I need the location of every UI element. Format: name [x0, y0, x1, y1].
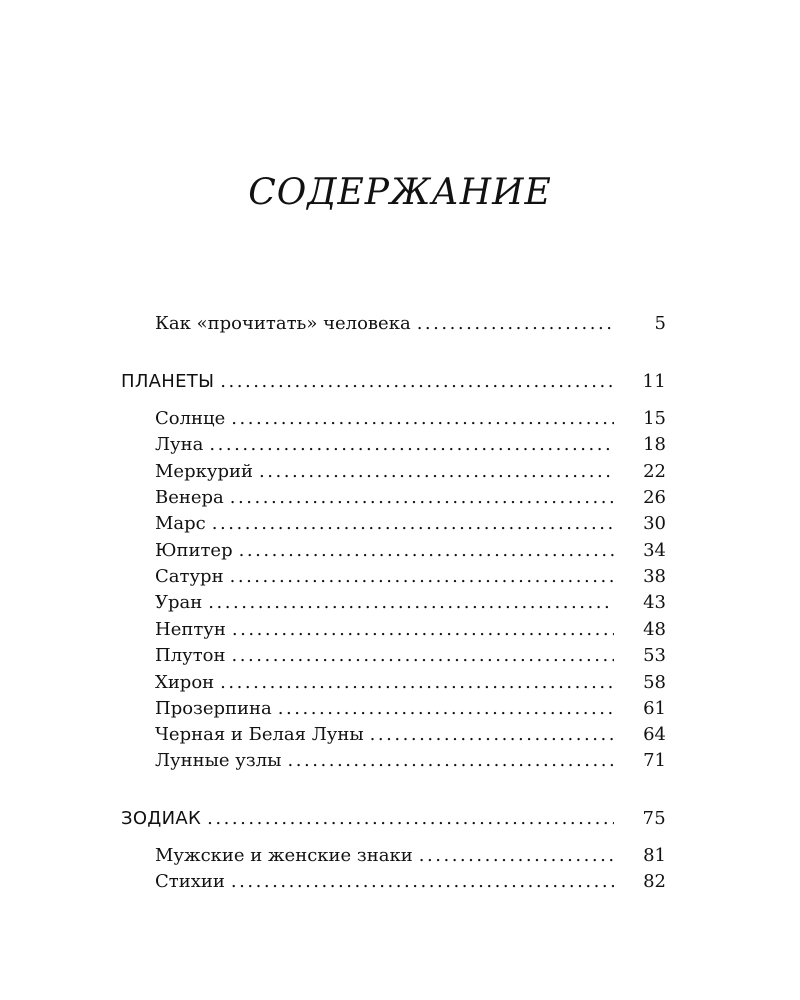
toc-entry-page: 38	[643, 566, 666, 587]
toc-entry-label: Сатурн	[155, 566, 224, 587]
page-title: СОДЕРЖАНИЕ	[248, 172, 552, 213]
dot-leader	[231, 406, 614, 432]
dot-leader	[212, 511, 614, 537]
toc-entry-page: 26	[643, 487, 666, 508]
toc-entry	[155, 406, 666, 432]
toc-entry	[155, 511, 666, 537]
dot-leader	[259, 459, 614, 485]
toc-entry	[155, 538, 666, 564]
dot-leader	[208, 590, 614, 616]
toc-entry-page: 64	[643, 724, 666, 745]
toc-entry-page: 22	[643, 461, 666, 482]
dot-leader	[370, 722, 614, 748]
toc-entry-page: 61	[643, 698, 666, 719]
toc-entry	[155, 869, 666, 895]
dot-leader	[209, 432, 614, 458]
toc-entry	[155, 843, 666, 869]
toc-entry	[155, 696, 666, 722]
dot-leader	[231, 869, 614, 895]
toc-entry	[155, 459, 666, 485]
dot-leader	[207, 806, 614, 832]
dot-leader	[232, 643, 614, 669]
toc-entry-page: 43	[643, 592, 666, 613]
toc-entry-label: Плутон	[155, 645, 226, 666]
toc-entry-label: Юпитер	[155, 540, 233, 561]
toc-section-label: ПЛАНЕТЫ	[121, 371, 215, 392]
toc-entry-label: Нептун	[155, 619, 226, 640]
toc-entry-page: 82	[643, 871, 666, 892]
toc-entry-page: 81	[643, 845, 666, 866]
toc-entry-page: 18	[643, 434, 666, 455]
toc-entry-page: 15	[643, 408, 666, 429]
toc-entry-label: Хирон	[155, 672, 215, 693]
toc-entry-page: 71	[643, 750, 666, 771]
toc-entry-page: 5	[654, 313, 666, 334]
dot-leader	[220, 670, 614, 696]
dot-leader	[230, 485, 614, 511]
toc-section-planets	[121, 369, 666, 395]
toc-entry	[155, 617, 666, 643]
toc-entry-page: 48	[643, 619, 666, 640]
toc-section-zodiac	[121, 806, 666, 832]
toc-entry-label: Уран	[155, 592, 203, 613]
toc-entry-label: Солнце	[155, 408, 226, 429]
toc-entry	[155, 643, 666, 669]
toc-entry-label: Черная и Белая Луны	[155, 724, 364, 745]
toc-section-page: 11	[642, 371, 666, 392]
toc-entry	[155, 748, 666, 774]
toc-entry-label: Венера	[155, 487, 224, 508]
toc-entry	[155, 590, 666, 616]
toc-entry	[155, 722, 666, 748]
toc-section-label: ЗОДИАК	[121, 808, 202, 829]
toc-entry-page: 53	[643, 645, 666, 666]
toc-entry-label: Прозерпина	[155, 698, 272, 719]
dot-leader	[230, 564, 614, 590]
dot-leader	[419, 843, 614, 869]
dot-leader	[417, 311, 614, 337]
toc-entry-label: Лунные узлы	[155, 750, 282, 771]
toc-entry	[155, 432, 666, 458]
toc-entry-label: Стихии	[155, 871, 225, 892]
toc-entry-label: Как «прочитать» человека	[155, 313, 411, 334]
toc-entry-label: Луна	[155, 434, 204, 455]
toc-entry-page: 58	[643, 672, 666, 693]
toc-entry	[155, 670, 666, 696]
dot-leader	[220, 369, 614, 395]
dot-leader	[232, 617, 614, 643]
toc-entry-intro	[155, 311, 666, 337]
toc-entry-label: Мужские и женские знаки	[155, 845, 413, 866]
toc-section-page: 75	[642, 808, 666, 829]
toc-entry-page: 34	[643, 540, 666, 561]
dot-leader	[239, 538, 614, 564]
toc-entry	[155, 485, 666, 511]
toc-entry-label: Меркурий	[155, 461, 253, 482]
toc-entry-label: Марс	[155, 513, 206, 534]
toc-entry-page: 30	[643, 513, 666, 534]
dot-leader	[287, 748, 614, 774]
dot-leader	[278, 696, 614, 722]
toc-entry	[155, 564, 666, 590]
